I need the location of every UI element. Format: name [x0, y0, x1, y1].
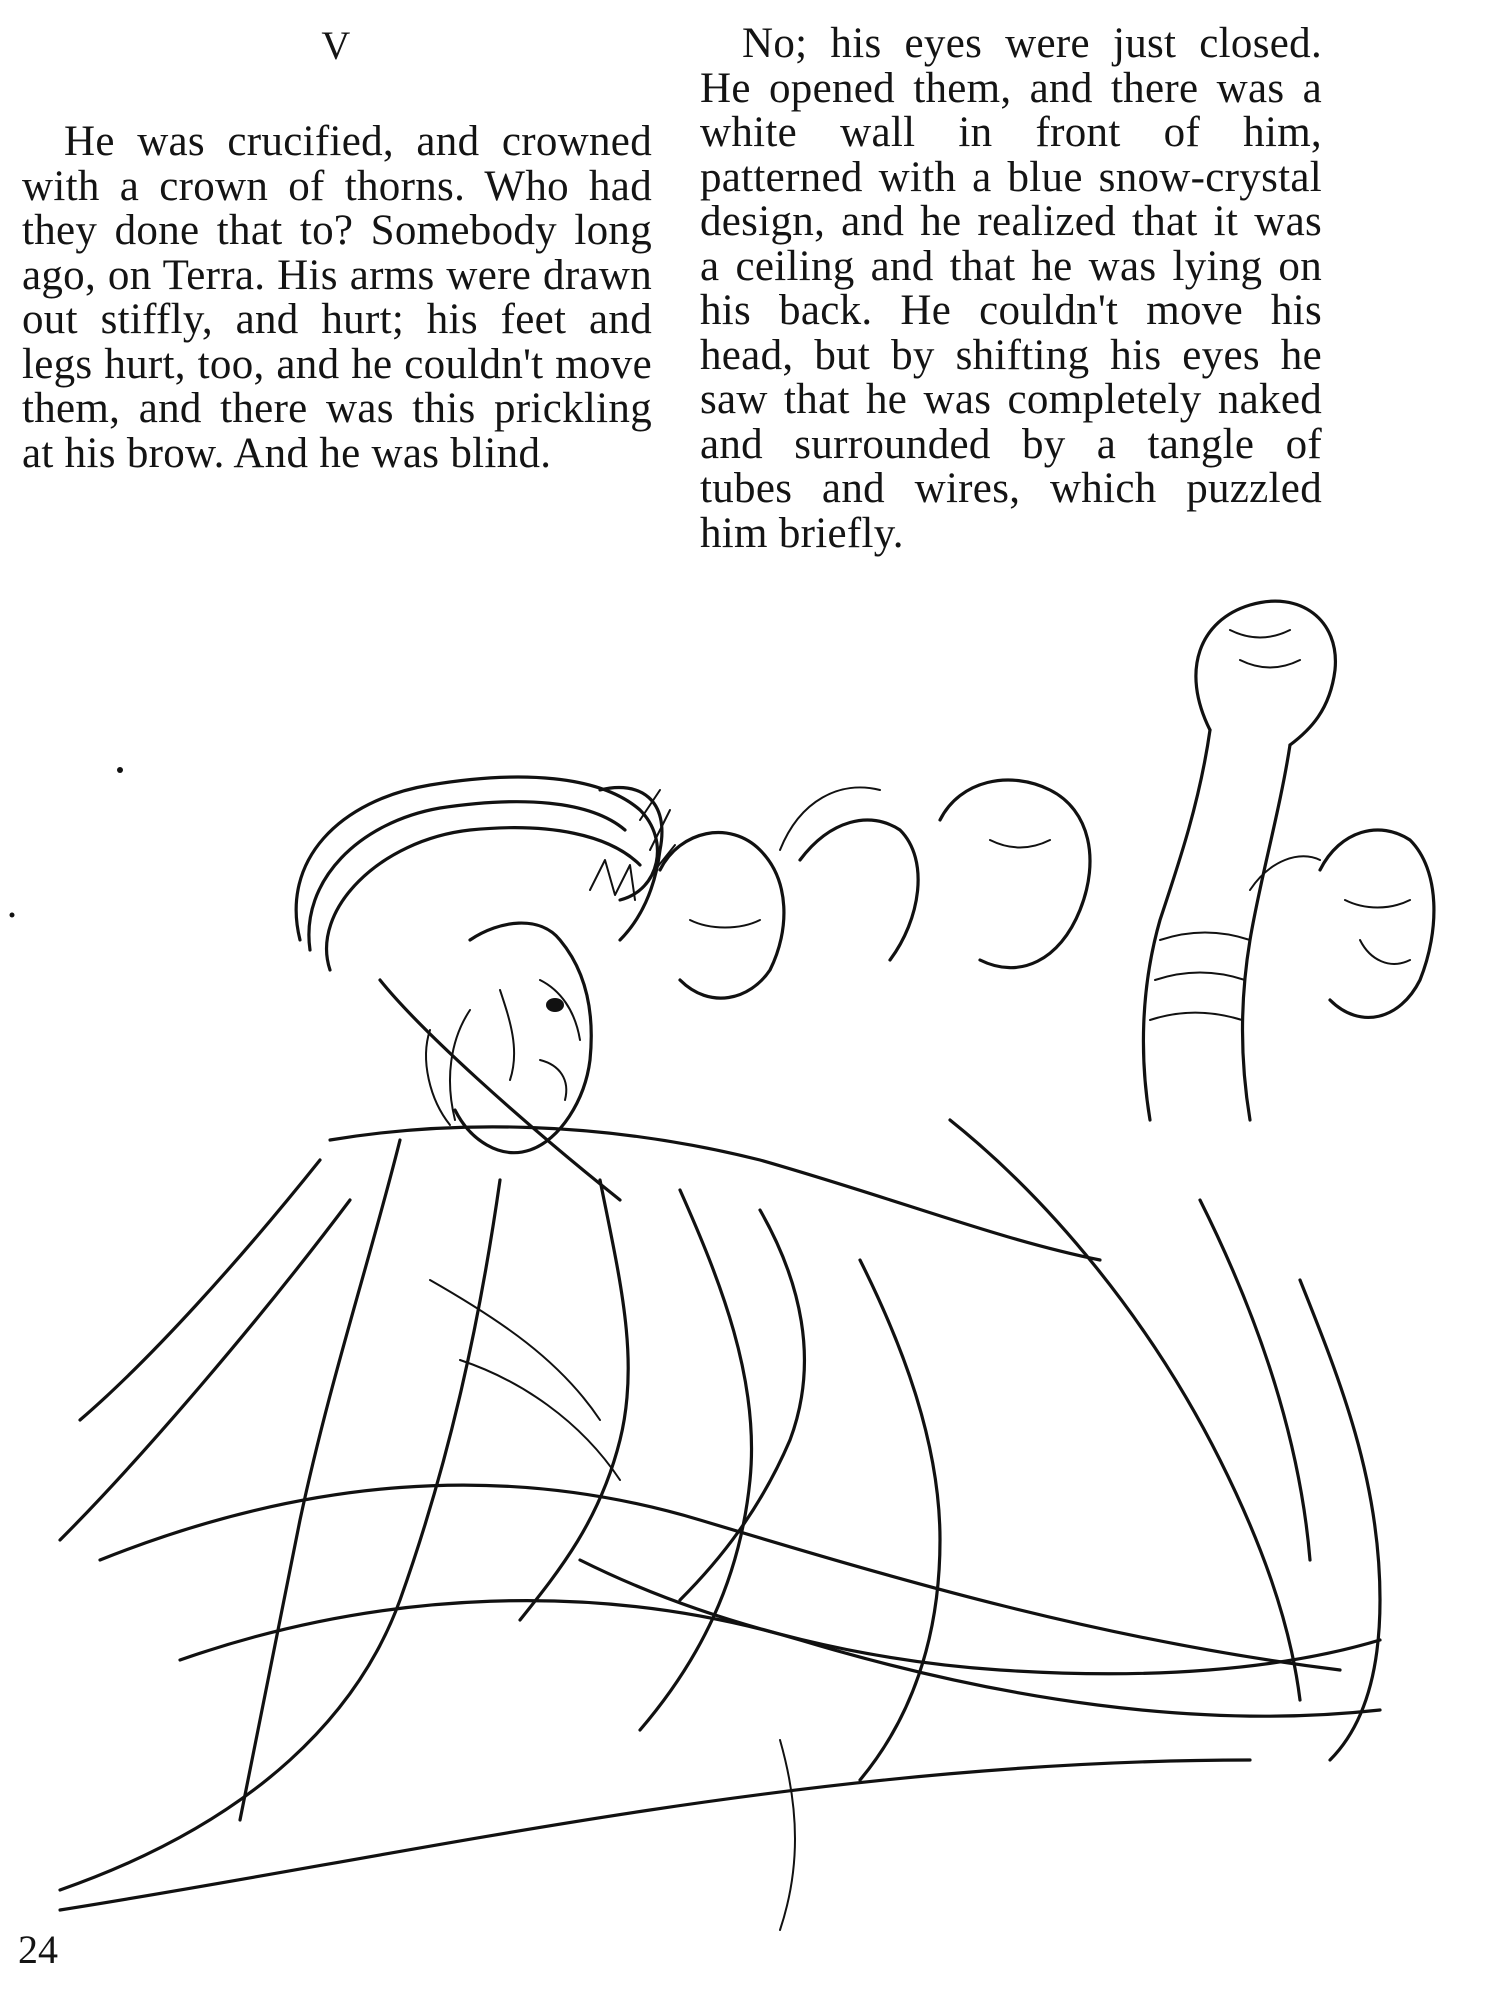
page-number: 24 [18, 1927, 58, 1972]
robed-crowd-illustration [0, 560, 1487, 1990]
right-text-column [700, 22, 1322, 556]
left-text-column [22, 24, 652, 476]
left-paragraph: He was crucified, and crowned with a crown of thorns. Who had they done that to? Somebody long ago, on Terra. His arms were drawn out stiffly, and hurt; his feet and legs hurt, too, and he couldn't move them, and there was this prickling at his brow. And he was blind. [22, 118, 652, 477]
robe-strokes [60, 980, 1380, 1930]
crowd-heads [660, 780, 1434, 1017]
crowned-figure [296, 777, 675, 1153]
chapter-numeral: V [321, 23, 351, 68]
right-paragraph: No; his eyes were just closed. He opened them, and there was a white wall in front of him, patterned with a blue snow-crystal design, and he realized that it was a ceiling and that he was lying on his back. He couldn't move his head, but by shifting his eyes he saw that he was completely naked and surrounded by a tangle of tubes and wires, which puzzled him briefly. [700, 20, 1322, 557]
ink-specks [10, 560, 1483, 918]
raised-fist-arm [1143, 601, 1335, 1120]
